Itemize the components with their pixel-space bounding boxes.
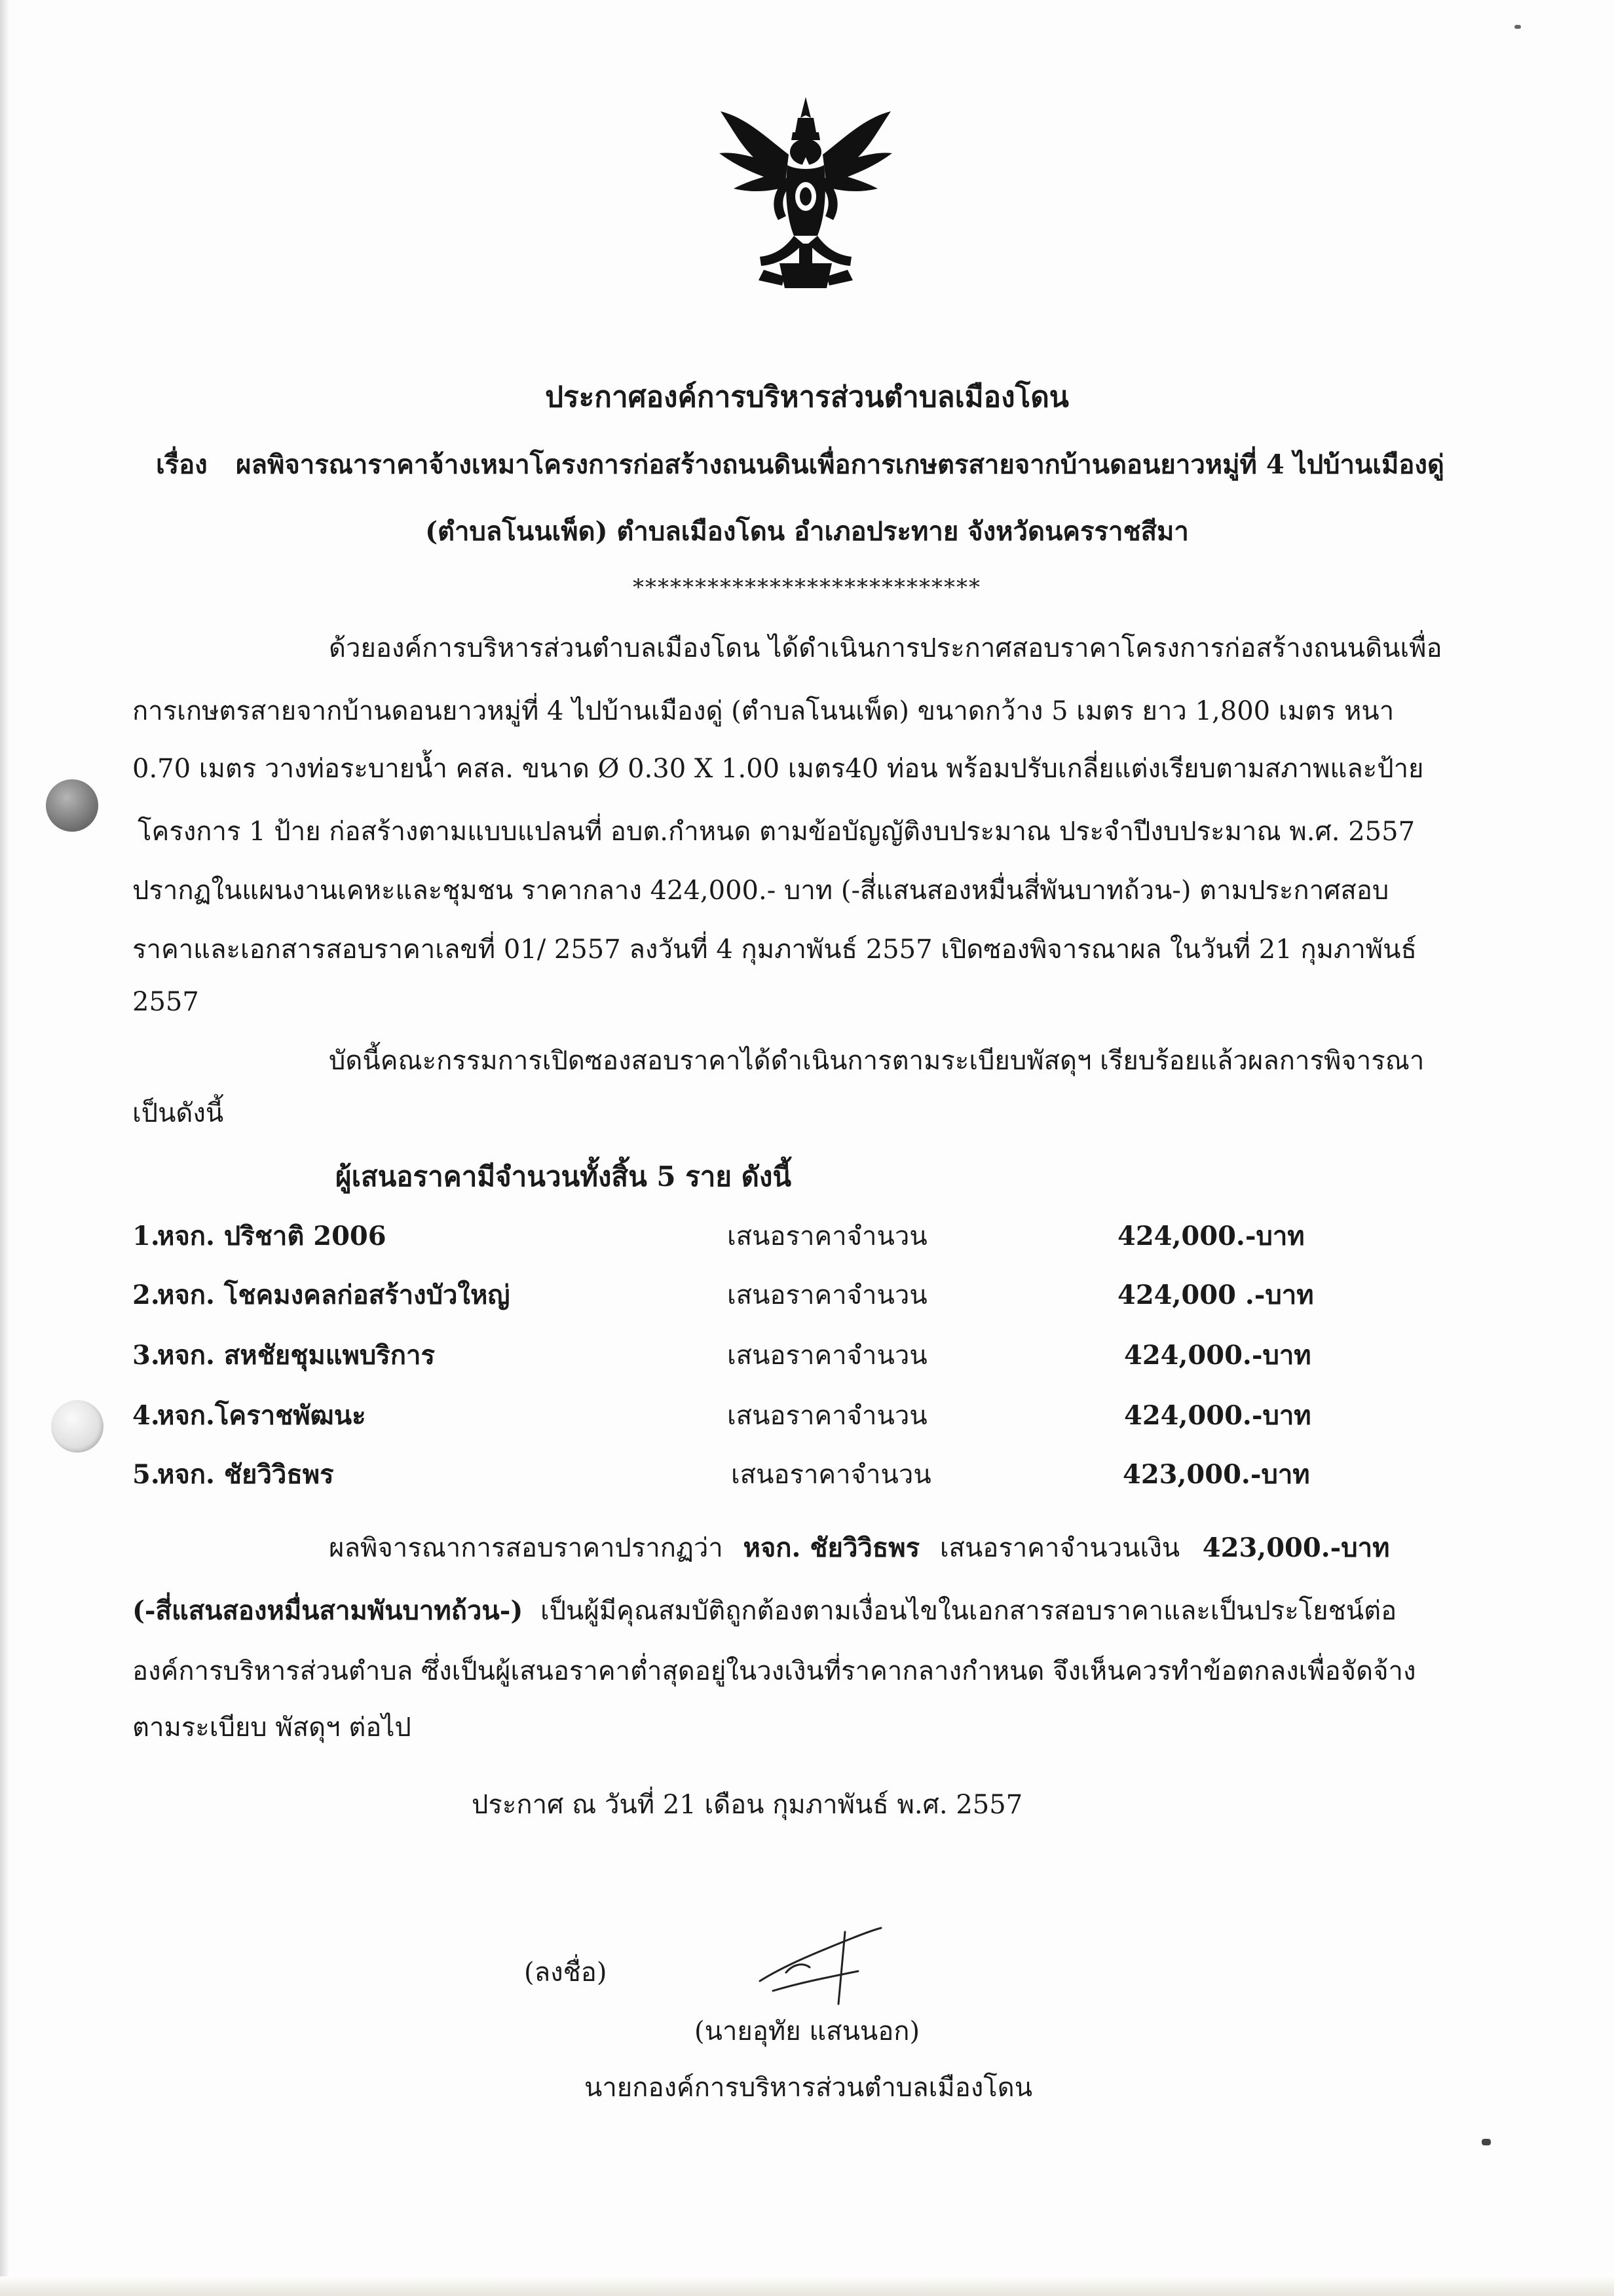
handwritten-signature [747,1919,897,2010]
para1-line: ปรากฏในแผนงานเคหะและชุมชน ราคากลาง 424,000.- บาท (-สี่แสนสองหมื่นสี่พันบาทถ้วน-) ตามประกาศสอบ [132,876,1389,906]
scan-speck [1514,25,1521,29]
bidder-name: หจก. สหชัยชุมแพบริการ [157,1340,435,1371]
sign-label: (ลงชื่อ) [524,1957,607,1988]
garuda-emblem-icon [707,92,904,295]
bidder-amount: 424,000.-บาท [1124,1400,1311,1431]
result-line-1 [329,1532,1390,1563]
result-line-3: องค์การบริหารส่วนตำบล ซึ่งเป็นผู้เสนอราคาต่ำสุดอยู่ในวงเงินที่ราคากลางกำหนด จึงเห็นควรทำข้อตกลงเพื่อจัดจ้าง [132,1656,1416,1686]
para1-line: 2557 [132,987,199,1017]
bidder-offer-label: เสนอราคาจำนวน [727,1280,928,1310]
announcement-date: ประกาศ ณ วันที่ 21 เดือน กุมภาพันธ์ พ.ศ. 2557 [472,1790,1023,1820]
bidder-amount: 424,000 .-บาท [1117,1280,1314,1310]
bidder-offer-label: เสนอราคาจำนวน [727,1341,928,1371]
bidder-number: 2. [132,1280,160,1310]
para1-line: โครงการ 1 ป้าย ก่อสร้างตามแบบแปลนที่ อบต.กำหนด ตามข้อบัญญัติงบประมาณ ประจำปีงบประมาณ พ.ศ. 2557 [138,817,1416,847]
result-qualification: เป็นผู้มีคุณสมบัติถูกต้องตามเงื่อนไขในเอกสารสอบราคาและเป็นประโยชน์ต่อ [540,1596,1397,1626]
bidder-offer-label: เสนอราคาจำนวน [727,1221,928,1251]
result-intro: ผลพิจารณาการสอบราคาปรากฏว่า [329,1533,723,1563]
para2-line: เป็นดังนี้ [132,1098,224,1128]
bidders-heading: ผู้เสนอราคามีจำนวนทั้งสิ้น 5 ราย ดังนี้ [335,1160,792,1193]
bidder-row [0,1342,1614,1375]
bidder-name: หจก. ปริชาติ 2006 [157,1221,386,1251]
bidder-row [0,1223,1614,1256]
scan-speck [1482,2139,1491,2145]
bidder-row [0,1282,1614,1315]
bidder-offer-label: เสนอราคาจำนวน [731,1460,931,1490]
para1-line: ราคาและเอกสารสอบราคาเลขที่ 01/ 2557 ลงวันที่ 4 กุมภาพันธ์ 2557 เปิดซองพิจารณาผล ในวันที่ 21 กุมภาพันธ์ [132,935,1417,965]
winner-name: หจก. ชัยวิวิธพร [743,1532,920,1563]
scan-edge-shadow [0,0,9,2296]
subject-line-2: (ตำบลโนนเพ็ด) ตำบลเมืองโดน อำเภอประทาย จังหวัดนครราชสีมา [425,516,1189,547]
scan-bottom-shadow [0,2276,1614,2296]
bidder-number: 1. [132,1221,160,1251]
subject-label: เรื่อง [156,449,208,480]
signer-name: (นายอุทัย แสนนอก) [694,2016,920,2046]
winner-amount-words: (-สี่แสนสองหมื่นสามพันบาทถ้วน-) [132,1595,523,1626]
para1-line: การเกษตรสายจากบ้านดอนยาวหมู่ที่ 4 ไปบ้านเมืองดู่ (ตำบลโนนเพ็ด) ขนาดกว้าง 5 เมตร ยาว 1,800 เมตร หนา [132,696,1395,726]
punch-hole [46,779,98,832]
winner-amount: 423,000.-บาท [1202,1532,1390,1563]
bidder-number: 3. [132,1340,160,1371]
bidder-name: หจก.โคราชพัฒนะ [157,1400,366,1431]
signer-title: นายกองค์การบริหารส่วนตำบลเมืองโดน [584,2073,1033,2103]
para1-line: 0.70 เมตร วางท่อระบายน้ำ คสล. ขนาด Ø 0.30 X 1.00 เมตร40 ท่อน พร้อมปรับเกลี่ยแต่งเรียบตามสภาพและป้าย [132,754,1424,784]
para1-line: ด้วยองค์การบริหารส่วนตำบลเมืองโดน ได้ดำเนินการประกาศสอบราคาโครงการก่อสร้างถนนดินเพื่อ [329,633,1442,663]
subject-line-1: ผลพิจารณาราคาจ้างเหมาโครงการก่อสร้างถนนดินเพื่อการเกษตรสายจากบ้านดอนยาวหมู่ที่ 4 ไปบ้านเมืองดู่ [236,449,1444,480]
separator-stars: **************************** [633,574,981,601]
bidder-number: 4. [132,1400,160,1431]
result-offer-label: เสนอราคาจำนวนเงิน [939,1533,1180,1563]
bidder-amount: 424,000.-บาท [1124,1340,1311,1371]
bidder-number: 5. [132,1459,160,1490]
para2-line: บัดนี้คณะกรรมการเปิดซองสอบราคาได้ดำเนินการตามระเบียบพัสดุฯ เรียบร้อยแล้วผลการพิจารณา [329,1046,1425,1076]
bidder-name: หจก. ชัยวิวิธพร [157,1459,334,1490]
bidder-amount: 424,000.-บาท [1117,1221,1305,1251]
bidder-amount: 423,000.-บาท [1123,1459,1310,1490]
bidder-row [0,1459,1614,1494]
announcement-title: ประกาศองค์การบริหารส่วนตำบลเมืองโดน [545,380,1069,414]
bidder-name: หจก. โชคมงคลก่อสร้างบัวใหญ่ [157,1280,510,1310]
punch-hole [51,1400,103,1453]
bidder-offer-label: เสนอราคาจำนวน [727,1401,928,1431]
bidder-row [0,1400,1614,1435]
result-line-2 [132,1595,1397,1626]
result-line-4: ตามระเบียบ พัสดุฯ ต่อไป [132,1713,411,1743]
